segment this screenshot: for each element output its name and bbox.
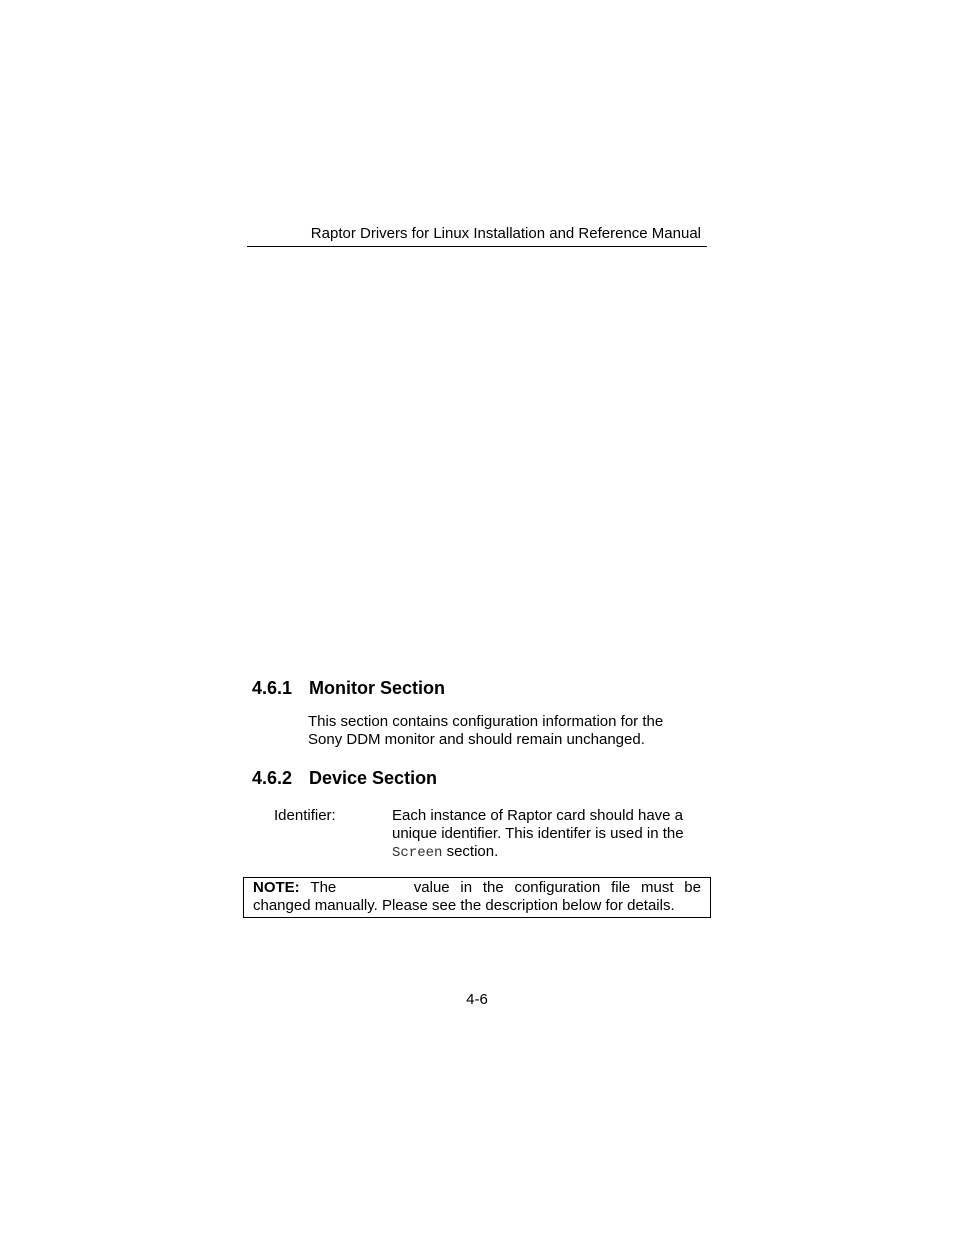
monitor-section-paragraph — [308, 713, 708, 749]
note-line: changed manually. Please see the description below for details. — [253, 897, 675, 914]
note-blank-gap — [347, 879, 403, 897]
note-word: file — [611, 879, 631, 896]
running-header: Raptor Drivers for Linux Installation and Reference Manual — [310, 225, 701, 242]
note-word: The — [310, 879, 337, 896]
section-number: 4.6.1 — [252, 678, 293, 698]
page-number: 4-6 — [466, 991, 488, 1008]
note-word: be — [684, 879, 701, 896]
paragraph-line: Sony DDM monitor and should remain unchanged. — [308, 731, 645, 748]
note-label: NOTE: — [253, 879, 300, 896]
section-title: Monitor Section — [309, 678, 445, 698]
section-number: 4.6.2 — [252, 768, 293, 788]
section-title: Device Section — [309, 768, 438, 788]
note-word: the — [482, 879, 504, 896]
note-box — [243, 877, 711, 918]
code-reference: Screen — [392, 845, 443, 861]
section-heading-monitor — [252, 677, 445, 699]
section-heading-device — [252, 767, 437, 789]
paragraph-line: This section contains configuration information for the — [308, 713, 664, 730]
note-line — [253, 879, 701, 897]
definition-line — [392, 843, 702, 862]
note-word: must — [641, 879, 674, 896]
note-word: in — [460, 879, 473, 896]
note-word: value — [413, 879, 450, 896]
note-lead — [253, 879, 300, 897]
definition-term: Identifier: — [274, 807, 336, 824]
definition-line: Each instance of Raptor card should have a — [392, 807, 684, 824]
note-word: configuration — [514, 879, 601, 896]
definition-body — [392, 807, 702, 862]
definition-line: unique identifier. This identifer is used in the — [392, 825, 684, 842]
header-rule — [247, 246, 707, 247]
definition-text: section. — [442, 843, 499, 860]
